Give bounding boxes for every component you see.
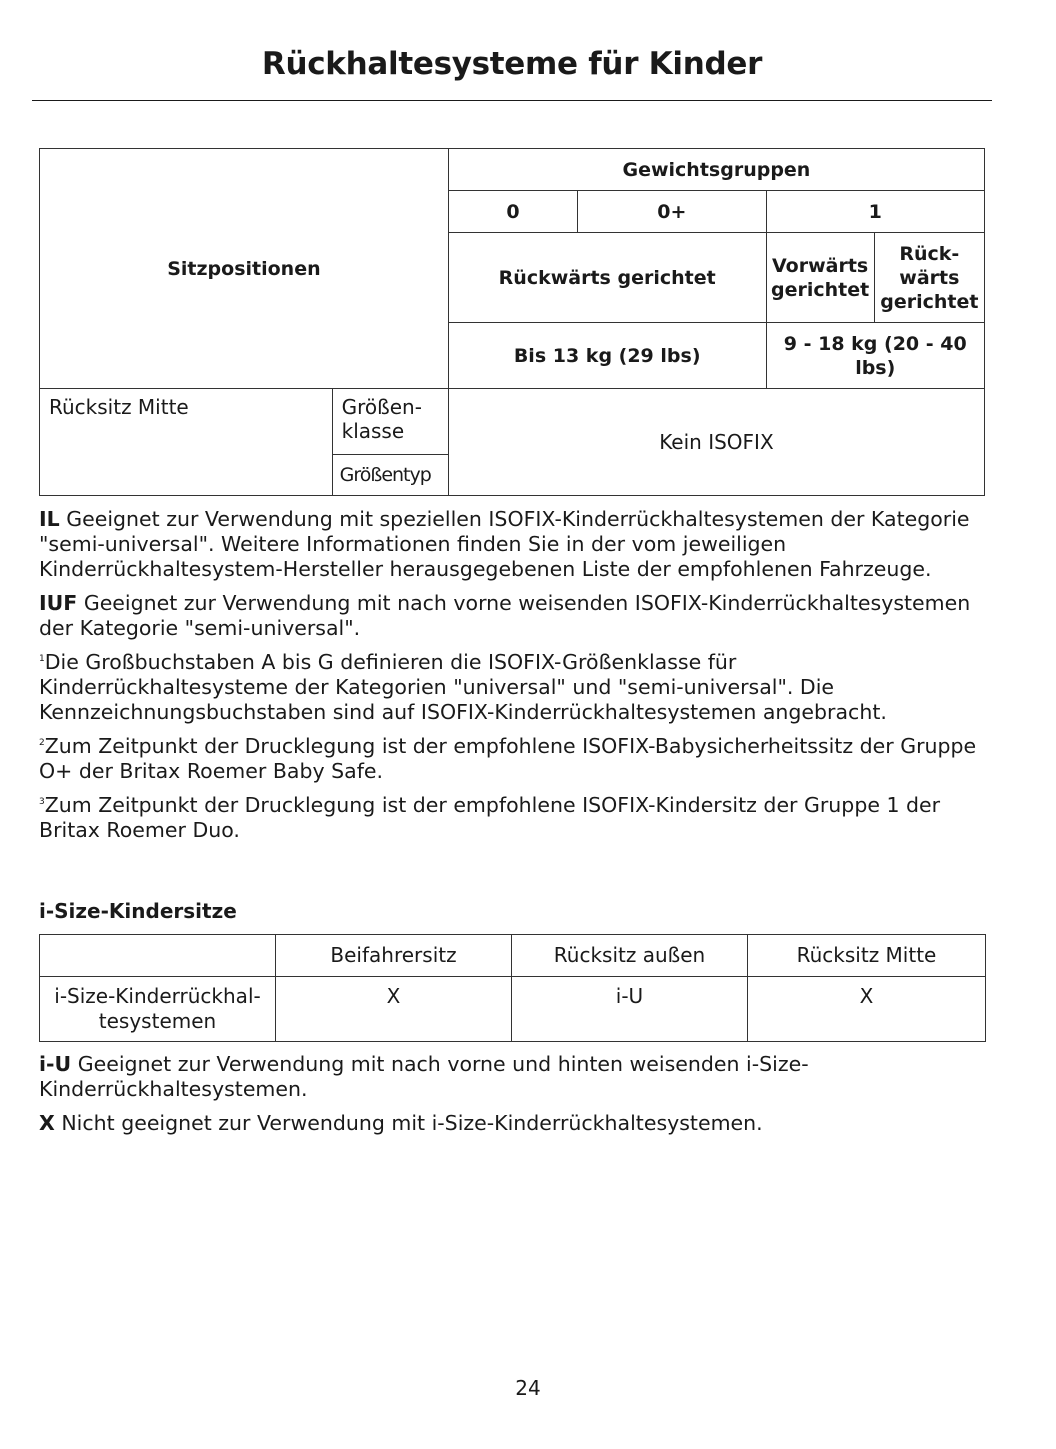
group-0-header: 0 (448, 191, 577, 233)
footnote-3: $^3$Zum Zeitpunkt der Drucklegung ist der empfohlene ISOFIX-Kindersitz der Gruppe 1 der Britax Roemer Duo. (39, 793, 941, 842)
forward-facing-header: Vorwärts gerichtet (766, 233, 874, 323)
note-iu: i-U Geeignet zur Verwendung mit nach vorne und hinten weisenden i-Size-Kinderrückhaltesystemen. (39, 1052, 809, 1101)
rearward-facing-header: Rückwärts gerichtet (448, 233, 766, 323)
isofix-table (39, 148, 985, 496)
rearward-facing-short-header: Rück- wärts gerichtet (874, 233, 984, 323)
size-type-cell: Größentyp (332, 455, 448, 496)
isize-value-passenger: X (276, 977, 512, 1042)
isize-header-empty (40, 935, 276, 977)
group-1-header: 1 (766, 191, 985, 233)
footnote-1: $^1$Die Großbuchstaben A bis G definieren die ISOFIX-Größenklasse für Kinderrückhaltesysteme der Kategorien "universal" und "semi-universal". Die Kennzeichnungsbuchstaben sind auf ISOFIX-Kinderrückhaltesystemen angebracht. (39, 650, 887, 724)
seat-position-cell: Rücksitz Mitte (40, 389, 333, 496)
group-0plus-header: 0+ (578, 191, 766, 233)
isize-table (39, 934, 986, 1042)
note-x: X Nicht geeignet zur Verwendung mit i-Size-Kinderrückhaltesystemen. (39, 1111, 763, 1135)
note-il: IL Geeignet zur Verwendung mit speziellen ISOFIX-Kinderrückhaltesystemen der Kategorie "semi-universal". Weitere Informationen finden Sie in der vom jeweiligen Kinderrückhaltesystem-Hersteller herausgegebenen Liste der empfohlenen Fahrzeuge. (39, 507, 970, 581)
isize-notes (39, 1052, 989, 1145)
footnote-2: $^2$Zum Zeitpunkt der Drucklegung ist der empfohlene ISOFIX-Babysicherheitssitz der Gruppe O+ der Britax Roemer Baby Safe. (39, 734, 977, 783)
weight-group-0-range: Bis 13 kg (29 lbs) (448, 323, 766, 389)
isize-header-rear-middle: Rücksitz Mitte (748, 935, 986, 977)
page-title: Rückhaltesysteme für Kinder (261, 46, 763, 82)
isize-value-rear-middle: X (748, 977, 986, 1042)
title-divider (32, 100, 992, 101)
isize-header-rear-outer: Rücksitz außen (512, 935, 748, 977)
isize-value-rear-outer: i-U (512, 977, 748, 1042)
weight-group-1-range: 9 - 18 kg (20 - 40 lbs) (766, 323, 985, 389)
seat-positions-header: Sitzpositionen (40, 149, 449, 389)
size-class-cell: Größen- klasse (332, 389, 448, 455)
page-number: 24 (515, 1376, 541, 1400)
isofix-value-cell: Kein ISOFIX (448, 389, 984, 496)
isofix-notes (39, 507, 989, 852)
note-iuf: IUF Geeignet zur Verwendung mit nach vorne weisenden ISOFIX-Kinderrückhaltesystemen der Kategorie "semi-universal". (39, 591, 971, 640)
isize-row-label: i-Size-Kinderrückhal- tesystemen (40, 977, 276, 1042)
isize-header-passenger: Beifahrersitz (276, 935, 512, 977)
weight-groups-header: Gewichtsgruppen (448, 149, 984, 191)
isize-heading: i-Size-Kindersitze (39, 899, 237, 923)
